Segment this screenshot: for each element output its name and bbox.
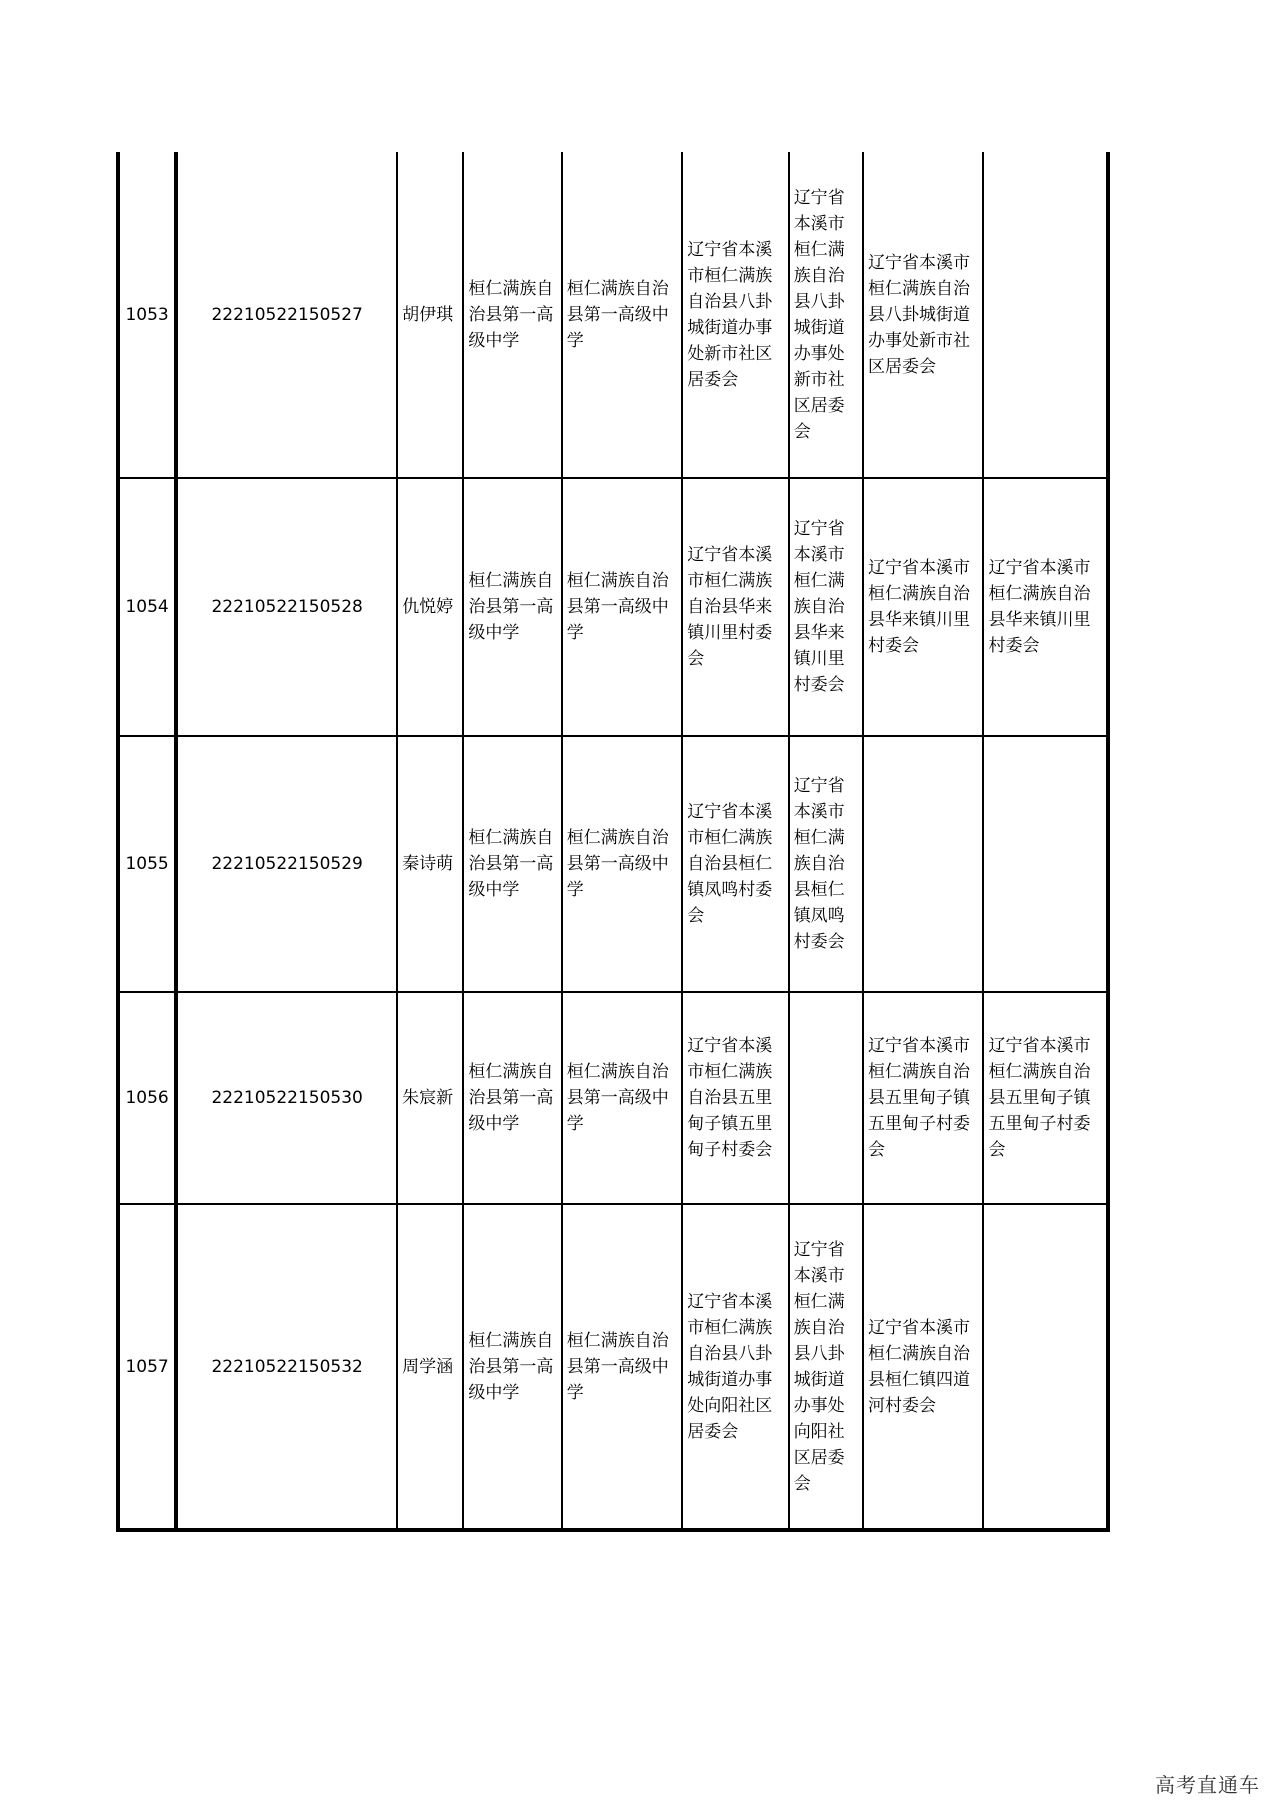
roster-table-wrapper <box>116 152 1110 1532</box>
address-cell-2: 辽宁省本溪市桓仁满族自治县八卦城街道办事处向阳社区居委会 <box>789 1204 863 1530</box>
address-cell-3: 辽宁省本溪市桓仁满族自治县五里甸子镇五里甸子村委会 <box>863 992 983 1204</box>
name-cell: 周学涵 <box>397 1204 463 1530</box>
school2-cell: 桓仁满族自治县第一高级中学 <box>562 152 682 478</box>
address-cell-3: 辽宁省本溪市桓仁满族自治县桓仁镇四道河村委会 <box>863 1204 983 1530</box>
table-row <box>118 736 1108 992</box>
seq-cell: 1057 <box>118 1204 176 1530</box>
school2-cell: 桓仁满族自治县第一高级中学 <box>562 992 682 1204</box>
address-cell-1: 辽宁省本溪市桓仁满族自治县五里甸子镇五里甸子村委会 <box>682 992 788 1204</box>
address-cell-2 <box>789 992 863 1204</box>
address-cell-1: 辽宁省本溪市桓仁满族自治县八卦城街道办事处向阳社区居委会 <box>682 1204 788 1530</box>
address-cell-4: 辽宁省本溪市桓仁满族自治县华来镇川里村委会 <box>983 478 1108 736</box>
seq-cell: 1056 <box>118 992 176 1204</box>
address-cell-2: 辽宁省本溪市桓仁满族自治县华来镇川里村委会 <box>789 478 863 736</box>
table-row <box>118 1204 1108 1530</box>
id-cell: 22210522150528 <box>176 478 397 736</box>
id-cell: 22210522150527 <box>176 152 397 478</box>
address-cell-4: 辽宁省本溪市桓仁满族自治县五里甸子镇五里甸子村委会 <box>983 992 1108 1204</box>
seq-cell: 1053 <box>118 152 176 478</box>
school-cell: 桓仁满族自治县第一高级中学 <box>463 152 561 478</box>
address-cell-3 <box>863 736 983 992</box>
school2-cell: 桓仁满族自治县第一高级中学 <box>562 478 682 736</box>
address-cell-2: 辽宁省本溪市桓仁满族自治县桓仁镇凤鸣村委会 <box>789 736 863 992</box>
address-cell-3: 辽宁省本溪市桓仁满族自治县华来镇川里村委会 <box>863 478 983 736</box>
address-cell-4 <box>983 152 1108 478</box>
seq-cell: 1054 <box>118 478 176 736</box>
table-row <box>118 152 1108 478</box>
table-row <box>118 478 1108 736</box>
id-cell: 22210522150530 <box>176 992 397 1204</box>
school2-cell: 桓仁满族自治县第一高级中学 <box>562 736 682 992</box>
watermark-text: 高考直通车 <box>1155 1773 1260 1797</box>
id-cell: 22210522150529 <box>176 736 397 992</box>
address-cell-1: 辽宁省本溪市桓仁满族自治县八卦城街道办事处新市社区居委会 <box>682 152 788 478</box>
school2-cell: 桓仁满族自治县第一高级中学 <box>562 1204 682 1530</box>
roster-table <box>116 152 1110 1532</box>
address-cell-4 <box>983 1204 1108 1530</box>
address-cell-4 <box>983 736 1108 992</box>
table-row <box>118 992 1108 1204</box>
school-cell: 桓仁满族自治县第一高级中学 <box>463 736 561 992</box>
name-cell: 仇悦婷 <box>397 478 463 736</box>
address-cell-3: 辽宁省本溪市桓仁满族自治县八卦城街道办事处新市社区居委会 <box>863 152 983 478</box>
address-cell-1: 辽宁省本溪市桓仁满族自治县华来镇川里村委会 <box>682 478 788 736</box>
name-cell: 秦诗萌 <box>397 736 463 992</box>
address-cell-2: 辽宁省本溪市桓仁满族自治县八卦城街道办事处新市社区居委会 <box>789 152 863 478</box>
school-cell: 桓仁满族自治县第一高级中学 <box>463 992 561 1204</box>
school-cell: 桓仁满族自治县第一高级中学 <box>463 478 561 736</box>
name-cell: 胡伊琪 <box>397 152 463 478</box>
seq-cell: 1055 <box>118 736 176 992</box>
address-cell-1: 辽宁省本溪市桓仁满族自治县桓仁镇凤鸣村委会 <box>682 736 788 992</box>
id-cell: 22210522150532 <box>176 1204 397 1530</box>
name-cell: 朱宸新 <box>397 992 463 1204</box>
school-cell: 桓仁满族自治县第一高级中学 <box>463 1204 561 1530</box>
